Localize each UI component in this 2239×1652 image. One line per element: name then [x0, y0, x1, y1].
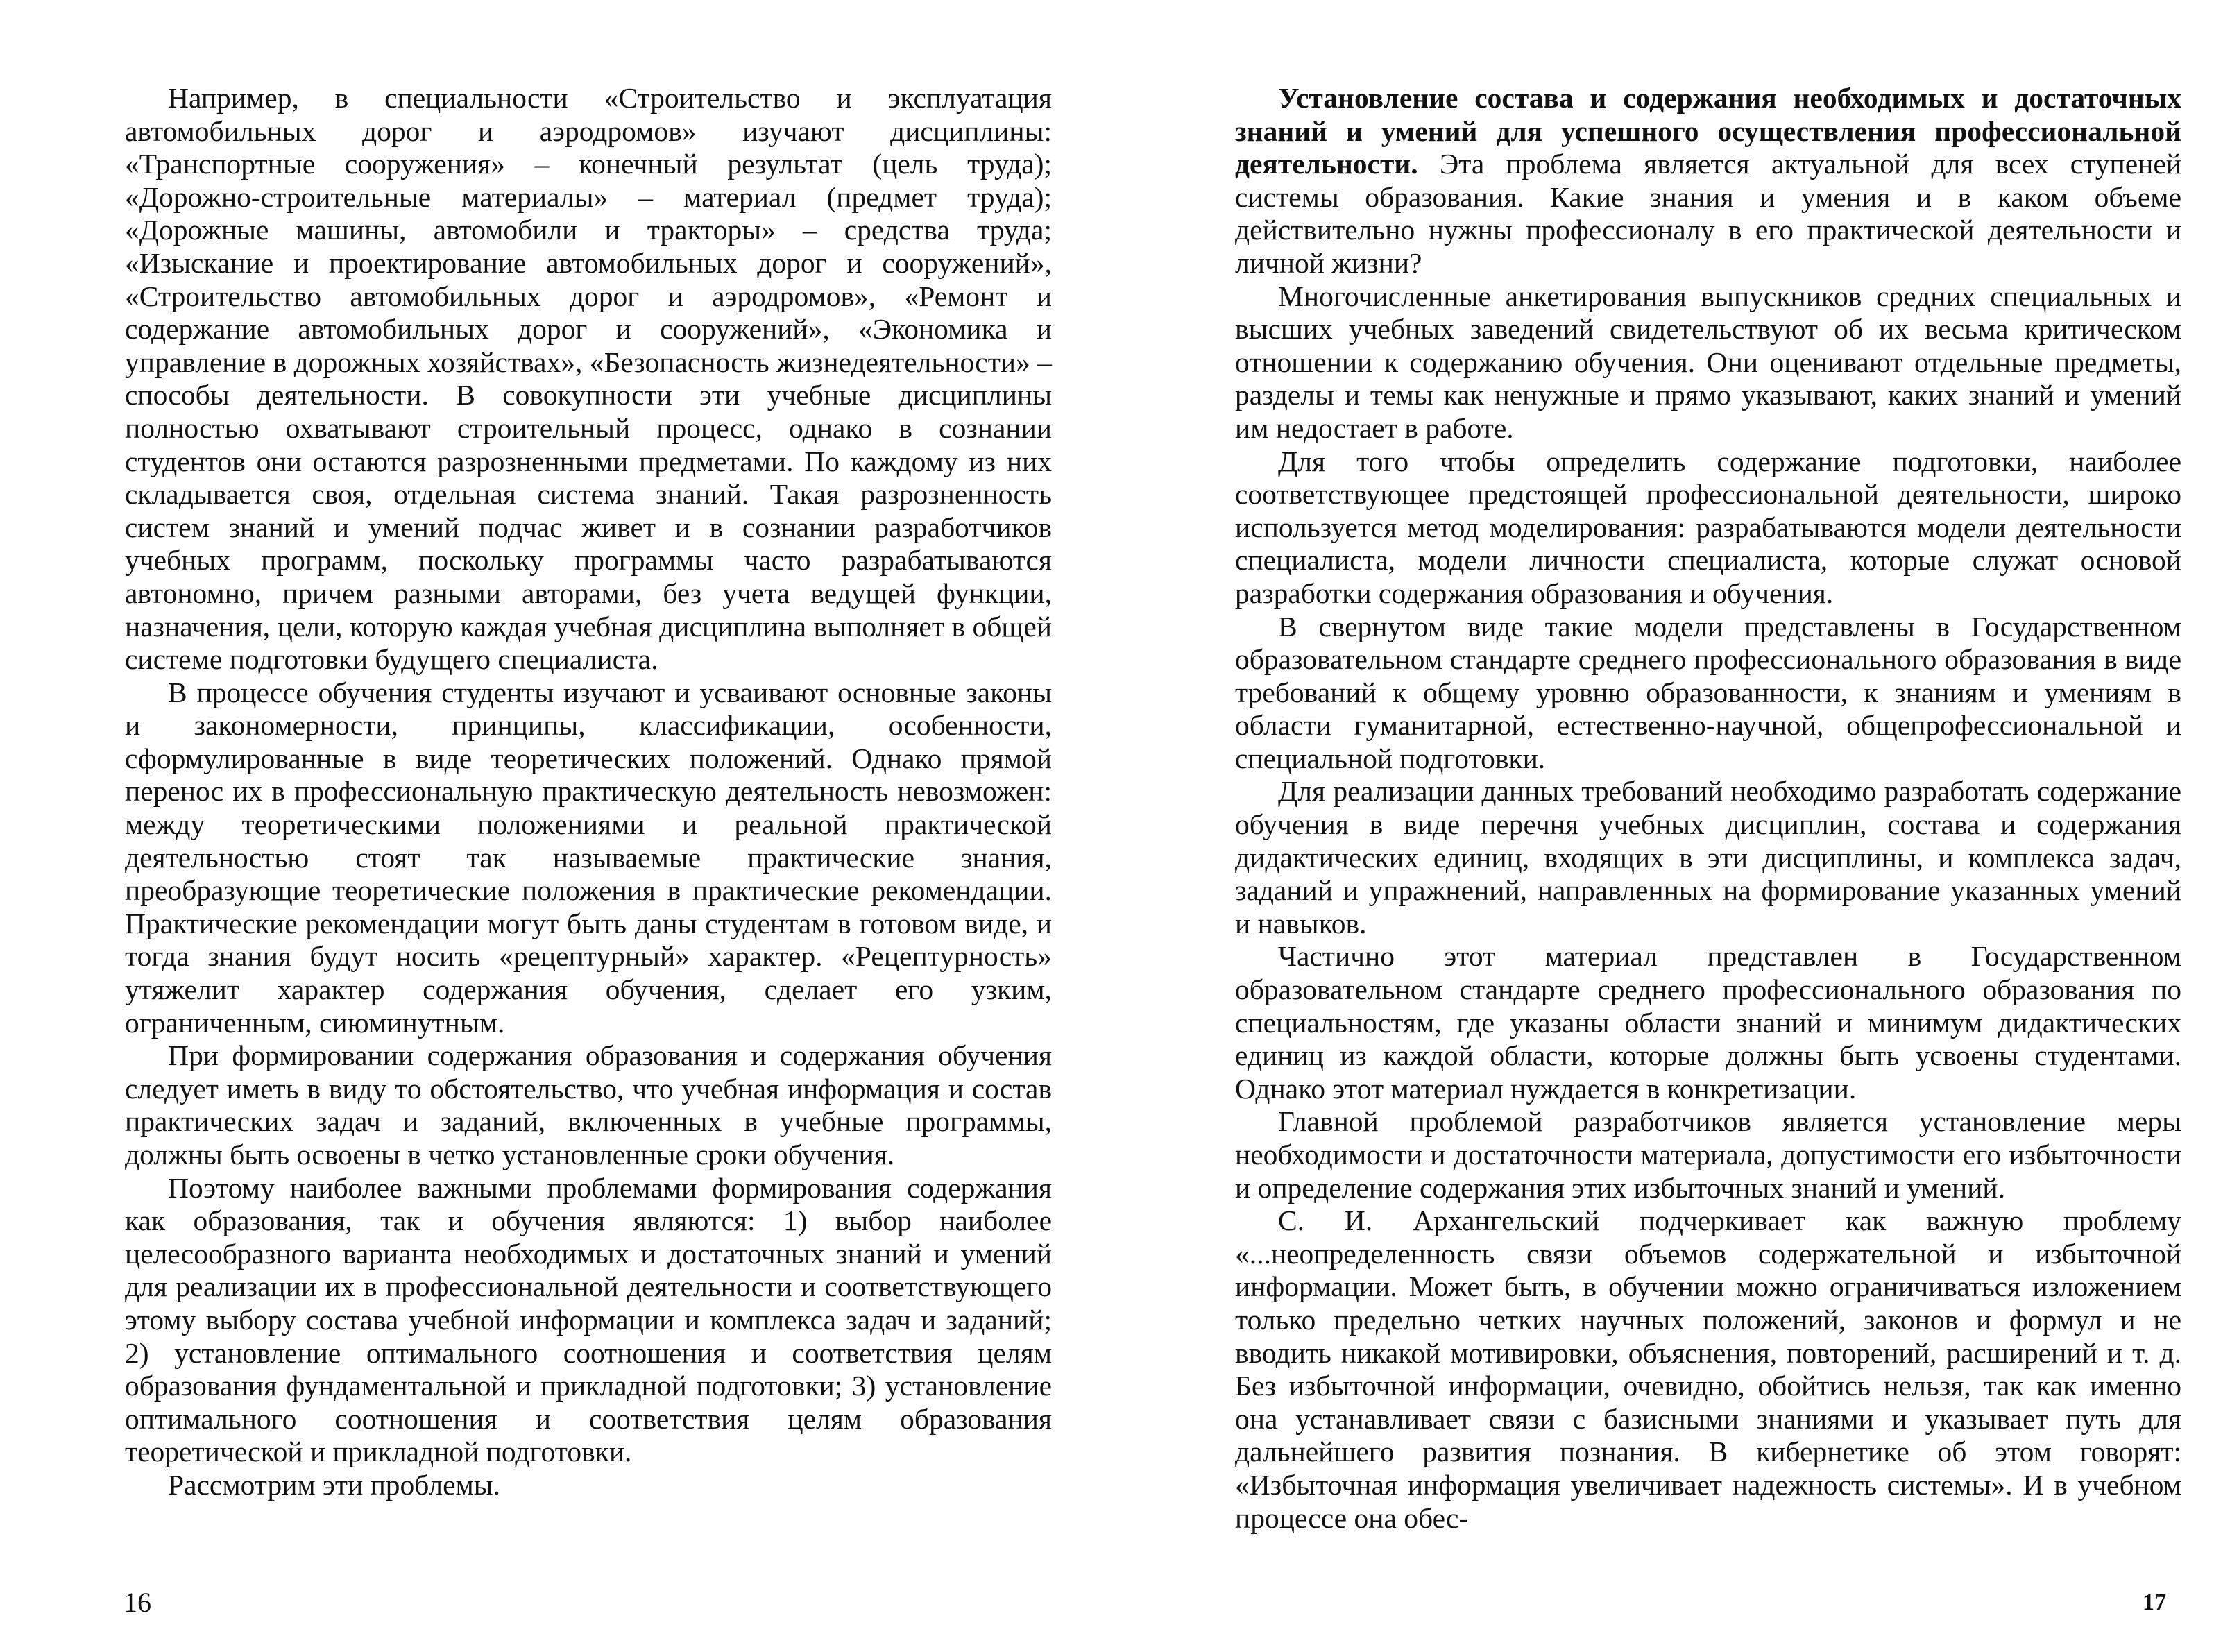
right-page-text: [1235, 82, 2181, 1535]
paragraph: Главной проблемой разработчиков является установление меры необходимости и достаточности материала, допустимости его избыточности и определение содержания этих избыточных знаний и умений.: [1235, 1105, 2181, 1204]
heading-continuation: Эта проблема является актуальной для всех ступеней системы образования. Какие знания и умения и в каком объеме действительно нужны профессионалу в его практической деятельности и личной жизни?: [1235, 148, 2181, 279]
section-heading-paragraph: [1235, 82, 2181, 280]
paragraph: При формировании содержания образования и содержания обучения следует иметь в виду то обстоятельство, что учебная информация и состав практических задач и заданий, включенных в учебные программы, должны быть освоены в четко установленные сроки обучения.: [125, 1039, 1052, 1170]
paragraph: В процессе обучения студенты изучают и усваивают основные законы и закономерности, принципы, классификации, особенности, сформулированные в виде теоретических положений. Однако прямой перенос их в профессиональную практическую деятельность невозможен: между теоретическими положениями и реальной практической деятельностью стоят так называемые практические знания, преобразующие теоретические положения в практические рекомендации. Практические рекомендации могут быть даны студентам в готовом виде, и тогда знания будут носить «рецептурный» характер. «Рецептурность» утяжелит характер содержания обучения, сделает его узким, ограниченным, сиюминутным.: [125, 676, 1052, 1039]
left-page: [0, 0, 1119, 1652]
paragraph: Для того чтобы определить содержание подготовки, наиболее соответствующее предстоящей профессиональной деятельности, широко используется метод моделирования: разрабатываются модели деятельности специалиста, модели личности специалиста, которые служат основой разработки содержания образования и обучения.: [1235, 445, 2181, 609]
left-page-text: [125, 82, 1052, 1502]
paragraph: В свернутом виде такие модели представлены в Государственном образовательном стандарте среднего профессионального образования в виде требований к общему уровню образованности, к знаниям и умениям в области гуманитарной, естественно-научной, общепрофессиональной и специальной подготовки.: [1235, 610, 2181, 774]
paragraph: Рассмотрим эти проблемы.: [168, 1468, 501, 1501]
paragraph: Поэтому наиболее важными проблемами формирования содержания как образования, так и обучения являются: 1) выбор наиболее целесообразного варианта необходимых и достаточных знаний и умений для реализации их в профессиональной деятельности и соответствующего этому выбору состава учебной информации и комплекса задач и заданий; 2) установление оптимального соотношения и соответствия целям образования фундаментальной и прикладной подготовки; 3) установление оптимального соотношения и соответствия целям образования теоретической и прикладной подготовки.: [125, 1171, 1052, 1468]
paragraph: Многочисленные анкетирования выпускников средних специальных и высших учебных заведений свидетельствуют об их весьма критическом отношении к содержанию обучения. Они оценивают отдельные предметы, разделы и темы как ненужные и прямо указывают, каких знаний и умений им недостает в работе.: [1235, 280, 2181, 444]
paragraph: Для реализации данных требований необходимо разработать содержание обучения в виде перечня учебных дисциплин, состава и содержания дидактических единиц, входящих в эти дисциплины, и комплекса задач, заданий и упражнений, направленных на формирование указанных умений и навыков.: [1235, 775, 2181, 939]
paragraph: Частично этот материал представлен в Государственном образовательном стандарте среднего профессионального образования по специальностям, где указаны области знаний и минимум дидактических единиц из каждой области, которые должны быть усвоены студентами. Однако этот материал нуждается в конкретизации.: [1235, 940, 2181, 1105]
page-number: 17: [2143, 1590, 2166, 1615]
paragraph: С. И. Архангельский подчеркивает как важную проблему «...неопределенность связи объемов содержательной и избыточной информации. Может быть, в обучении можно ограничиваться изложением только предельно четких научных положений, законов и формул и не вводить никакой мотивировки, объяснения, повторений, расширений и т. д. Без избыточной информации, очевидно, обойтись нельзя, так как именно она устанавливает связи с базисными знаниями и указывает путь для дальнейшего развития познания. В кибернетике об этом говорят: «Избыточная информация увеличивает надежность системы». И в учебном процессе она обес-: [1235, 1204, 2181, 1534]
section-heading: Установление состава и содержания необходимых и достаточных знаний и умений для успешного осуществления профессиональной деятельности.: [1235, 82, 2181, 180]
page-number: 16: [124, 1587, 151, 1618]
paragraph: Например, в специальности «Строительство и эксплуатация автомобильных дорог и аэродромов» изучают дисциплины: «Транспортные сооружения» – конечный результат (цель труда); «Дорожно-строительные материалы» – материал (предмет труда); «Дорожные машины, автомобили и тракторы» – средства труда; «Изыскание и проектирование автомобильных дорог и сооружений», «Строительство автомобильных дорог и аэродромов», «Ремонт и содержание автомобильных дорог и сооружений», «Экономика и управление в дорожных хозяйствах», «Безопасность жизнедеятельности» – способы деятельности. В совокупности эти учебные дисциплины полностью охватывают строительный процесс, однако в сознании студентов они остаются разрозненными предметами. По каждому из них складывается своя, отдельная система знаний. Такая разрозненность систем знаний и умений подчас живет и в сознании разработчиков учебных программ, поскольку программы часто разрабатываются автономно, причем разными авторами, без учета ведущей функции, назначения, цели, которую каждая учебная дисциплина выполняет в общей системе подготовки будущего специалиста.: [125, 82, 1052, 676]
right-page: [1119, 0, 2239, 1652]
